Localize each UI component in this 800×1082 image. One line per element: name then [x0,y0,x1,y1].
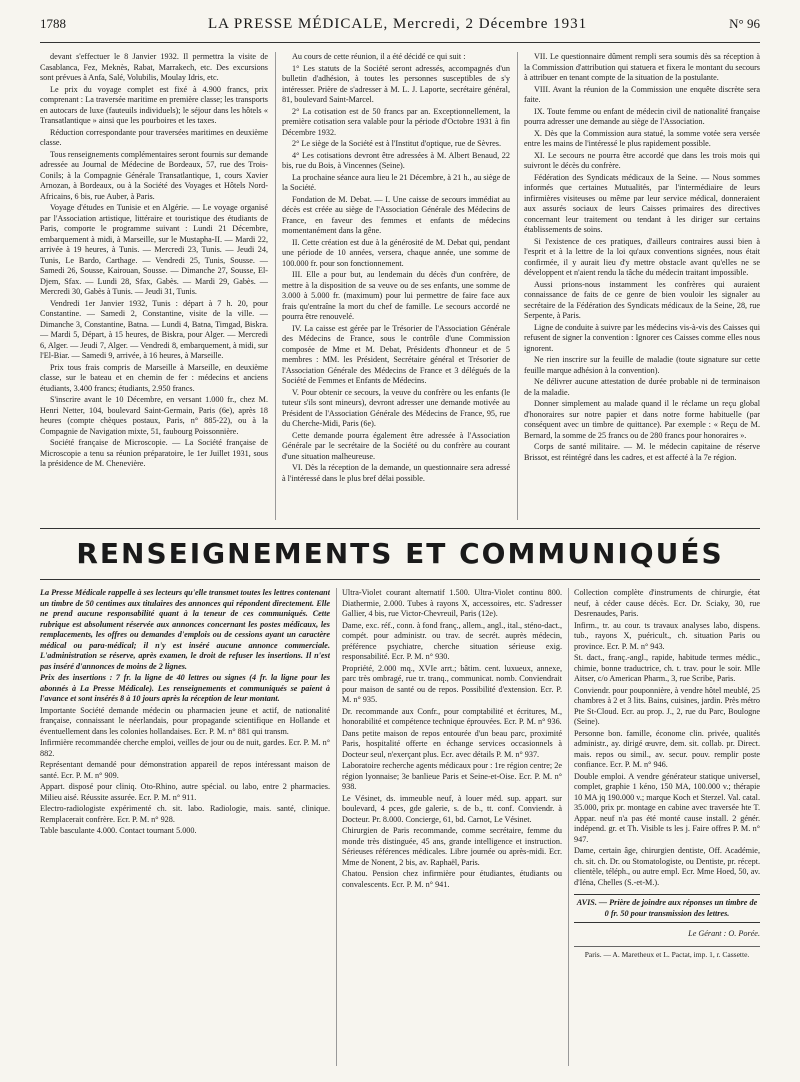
paragraph: Société française de Microscopie. — La Société française de Microscopie a tenu sa réunion préparatoire, le 1er Juillet 1931, sous la présidence de M. Chenevière. [40,438,268,468]
classified-ad: Infirm., tr. au cour. ts travaux analyses labo, dispens. tub., rayons X, puéricult., ch. situation Paris ou province. Ecr. P. M. n° 943. [574,620,760,651]
editorial-notice: La Presse Médicale rappelle à ses lecteurs qu'elle transmet toutes les lettres contenant un timbre de 50 centimes aux titulaires des annonces qui répondent directement. Elle ne prend aucune responsabilité quant à la teneur de ces communiqués. Cette rubrique est absolument réservée aux annonces concernant les postes médicaux, les remplacements, les offres ou demandes d'emplois ou de cessions ayant un caractère médical ou para-médical; il n'y est inséré aucune annonce commerciale. L'administration se réserve, après examen, le droit de refuser les insertions. Il n'est pas inséré d'annonces de moins de 2 lignes. [40,588,330,671]
paragraph: Cette demande pourra également être adressée à l'Association Générale par le secrétaire de la Société ou du confrère au courant d'une situation malheureuse. [282,430,510,461]
page-number: 1788 [40,16,66,31]
classified-ad: Propriété, 2.000 mq., XVIe arrt.; bâtim. cent. luxueux, annexe, parc très ombragé, rue tr. tranq., communicat. nomb. Conviendrait pour maison de santé ou de repos. Possibilité d'extension. Ecr. P. M. n° 935. [342,663,562,704]
paragraph: V. Pour obtenir ce secours, la veuve du confrère ou les enfants (le tuteur s'ils sont mineurs), devront adresser une demande motivée au Président de l'Association Générale des Médecins de France, 95, rue du Cherche-Midi, Paris (6e). [282,387,510,428]
classified-ad: Double emploi. A vendre générateur statique universel, complet, graphie 1 kéno, 150 MA, 100.000 v.; thérapie 10 MA jq 190.000 v.; marque Koch et Sterzel. Val. catal. 35.000, prix pr. montage en cabine avec traversée hte T. Appar. neuf n'a pas été monté cause install. 2 génér. indépend. gr. et Th. Visible ts les j. Faire offres P. M. n° 947. [574,771,760,844]
paragraph: II. Cette création est due à la générosité de M. Debat qui, pendant une période de 10 années, versera, chaque année, une somme de 100.000 fr. pour son fonctionnement. [282,237,510,268]
paragraph: devant s'effectuer le 8 Janvier 1932. Il permettra la visite de Casablanca, Fez, Meknès, Rabat, Marrakech, etc. Des excursions sont prévues à Anfa, Salé, Volubilis, Moulay Idris, etc. [40,52,268,82]
paragraph: Voyage d'études en Tunisie et en Algérie. — Le voyage organisé par l'Association artistique, littéraire et touristique des étudiants de Paris, comporte le programme suivant : Lundi 21 Décembre, embarquement à midi, à Marseille, sur le Mustapha-II. — Mardi 22, arrivée à 19 heures, à Tunis. — Mercredi 23, Tunis. — Jeudi 24, Tunis, Le Bardo, Carthage. — Vendredi 25, Tunis, Sousse. — Samedi 26, Sousse, Kairouan, Sousse. — Dimanche 27, Sousse, El-Djem, Sfax. — Lundi 28, Sfax, Gabès. — Mardi 29, Gabès. — Mercredi 30, Gabès à Tunis. — Jeudi 31, Tunis. [40,203,268,296]
paragraph: Réduction correspondante pour traversées maritimes en deuxième classe. [40,127,268,147]
paragraph: Donner simplement au malade quand il le réclame un reçu global d'honoraires sur notre papier et dans notre forme habituelle (par conséquent avec un timbre de quittance). Par exemple : « Reçu de M. Bernard, la somme de 25 francs ou de 280 francs pour honoraires ». [524,399,760,440]
paragraph: Ne délivrer aucune attestation de durée probable ni de terminaison de la maladie. [524,377,760,397]
upper-column-1 [40,52,268,522]
avis-notice: AVIS. — Prière de joindre aux réponses un timbre de 0 fr. 50 pour transmission des lettres. [574,894,760,923]
paragraph: VII. Le questionnaire dûment rempli sera soumis dès sa réception à la Commission d'attribution qui statuera et fixera le montant du secours à attribuer en tenant compte de la situation de la postulante. [524,52,760,82]
upper-column-2 [282,52,510,522]
classified-ad: Représentant demandé pour démonstration appareil de repos intéressant maison de santé. Ecr. P. M. n° 909. [40,760,330,780]
paragraph: Le prix du voyage complet est fixé à 4.900 francs, prix comprenant : La traversée maritime en première classe; les transports en autocars de luxe (fauteuils individuels); le séjour dans les hôtels « Transatlantique » ainsi que les pourboires et les taxes. [40,84,268,125]
classified-ad: Dame, certain âge, chirurgien dentiste, Off. Académie, ch. sit. ch. Dr. ou Stomatologiste, ou Dentiste, pr. récept. clientèle, téléph., ou autre empl. Ecr. Mme Hoed, 50, av. d'Iéna, Chelles (S.-et-M.). [574,846,760,887]
paragraph: Aussi prions-nous instamment les confrères qui auraient connaissance de faits de ce genre de bien vouloir les signaler au secrétaire de la Fédération des Syndicats médicaux de la Seine, 28, rue Serpente, à Paris. [524,279,760,320]
paragraph: Corps de santé militaire. — M. le médecin capitaine de réserve Brissot, est réintégré dans les cadres, et est affecté à la 7e région. [524,442,760,462]
column-divider [275,52,276,520]
page-header [40,16,760,43]
column-divider [517,52,518,520]
paragraph: 2° La cotisation est de 50 francs par an. Exceptionnellement, la première cotisation sera valable pour la période d'Octobre 1931 à fin Décembre 1932. [282,106,510,137]
classified-ad: Appart. disposé pour cliniq. Oto-Rhino, autre spécial. ou labo, entre 2 pharmacies. Milieu aisé. Réussite assurée. Ecr. P. M. n° 911. [40,782,330,802]
classified-ad: Le Vésinet, ds. immeuble neuf, à louer méd. sup. appart. sur boulevard, 4 pces, gde galerie, s. de b., tt. conf. Conviendr. à Docteur. Pr. 8.000. Concierge, 61, bd. Carnot, Le Vésinet. [342,793,562,824]
paragraph: Prix tous frais compris de Marseille à Marseille, en deuxième classe, sur le bateau et en chemin de fer : médecins et anciens étudiants, 3.400 francs; étudiants, 2.950 francs. [40,362,268,393]
paragraph: Fédération des Syndicats médicaux de la Seine. — Nous sommes informés que certaines Mutualités, par l'intermédiaire de leurs infirmières visiteuses ou même par leur service médical, donneraient aux assurés sociaux de leurs Caisses primaires des directives concernant leur traitement ou tendant à les diriger sur certains établissements de soins. [524,172,760,234]
insertion-prices: Prix des insertions : 7 fr. la ligne de 40 lettres ou signes (4 fr. la ligne pour les abonnés à La Presse Médicale). Les renseignements et communiqués se paient à l'avance et sont insérés 8 à 10 jours après la réception de leur montant. [40,673,330,703]
classified-ad: Laboratoire recherche agents médicaux pour : 1re région centre; 2e région lyonnaise; 3e banlieue Paris et Seine-et-Oise. Ecr. P. M. n° 938. [342,761,562,791]
paragraph: Fondation de M. Debat. — I. Une caisse de secours immédiat au décès est créée au siège de l'Association Générale des Médecins de France, en faveur des femmes et enfants de médecins momentanément dans la gêne. [282,194,510,235]
classified-ad: Conviendr. pour pouponnière, à vendre hôtel meublé, 25 chambres à 2 et 3 lits. Bains, cuisines, jardin. Près métro Pte St-Cloud. Ecr. au prop. J., 2, rue du Parc, Boulogne (Seine). [574,685,760,726]
classified-ad: Dr. recommande aux Confr., pour comptabilité et écritures, M., honorabilité et compétence technique éprouvées. Ecr. P. M. n° 936. [342,706,562,726]
paragraph: S'inscrire avant le 10 Décembre, en versant 1.000 fr., chez M. Henri Netter, 104, boulevard Saint-Germain, Paris (6e), après 18 heures (compte chèques postaux, Paris, n° 885-22), ou à la Compagnie de Navigation mixte, 51, faubourg Poissonnière. [40,395,268,436]
paragraph: Au cours de cette réunion, il a été décidé ce qui suit : [292,52,466,61]
section-banner [40,528,760,580]
paragraph: X. Dès que la Commission aura statué, la somme votée sera versée entre les mains de l'intéressé le plus rapidement possible. [524,128,760,148]
classified-ad: Personne bon. famille, économe clin. privée, qualités administr., ay. dirigé œuvre, dem. sit. collab. pr. Direct. mais. repos ou simil., av. secur. pouv. remplir poste confiance. Ecr. P. M. n° 946. [574,728,760,769]
paragraph: 1° Les statuts de la Société seront adressés, accompagnés d'un bulletin d'adhésion, à toutes les personnes susceptibles de s'y intéresser. Prière de s'adresser à M. L. J. Laporte, secrétaire général, 81, boulevard Saint-Marcel. [282,63,510,104]
lower-column-3 [574,588,760,1068]
classified-ad: Electro-radiologiste expérimenté ch. sit. labo. Radiologie, mais. santé, clinique. Remplacerait confrère. Ecr. P. M. n° 928. [40,804,330,824]
lower-column-1 [40,588,330,1068]
section-heading: RENSEIGNEMENTS ET COMMUNIQUÉS [76,537,724,570]
paragraph: Ne rien inscrire sur la feuille de maladie (toute signature sur cette feuille marque adhésion à la convention). [524,355,760,375]
gerant-signature: Le Gérant : O. Porée. [688,929,760,938]
paragraph: Tous renseignements complémentaires seront fournis sur demande adressée au Journal de Médecine de Bordeaux, 57, rue des Trois-Conils; à la Compagnie Générale Transatlantique, 1, cours Xavier Arnozan, à Bordeaux, ou à la Société des Voyages et Hôtels Nord-Africains, 6 bis, rue Auber, à Paris. [40,149,268,201]
classified-ad: Chirurgien de Paris recommande, comme secrétaire, femme du monde très distinguée, 45 ans, grande intelligence et instruction. Sérieuses références médicales. Libre journée ou après-midi. Ecr. Mme de Nonent, 2 bis, av. Raphaël, Paris. [342,826,562,867]
classified-ad: Infirmière recommandée cherche emploi, veilles de jour ou de nuit, gardes. Ecr. P. M. n° 882. [40,738,330,758]
paragraph: XI. Le secours ne pourra être accordé que dans les trois mois qui suivront le décès du confrère. [524,150,760,170]
classified-ad: St. dact., franç.-angl., rapide, habitude termes médic., chimie, bonne traductrice, ch. t. trav. pour le soir. Mlle Aitser, c/o American Pharm., 3, rue Scribe, Paris. [574,653,760,683]
classified-ad: Chatou. Pension chez infirmière pour étudiantes, étudiants ou convalescents. Ecr. P. M. n° 941. [342,869,562,889]
paragraph: III. Elle a pour but, au lendemain du décès d'un confrère, de mettre à la disposition de sa veuve ou de ses enfants, une somme de 3.000 à 5.000 fr. (maximum) pour lui permettre de faire face aux frais qu'entraîne la mort du chef de famille. Le secours accordé ne pourra être renouvelé. [282,270,510,321]
paragraph: IV. La caisse est gérée par le Trésorier de l'Association Générale des Médecins de France, sous le contrôle d'une Commission composée de Mme et M. Debat, Présidents d'honneur et de 5 membres : MM. les Président, Secrétaire général et Trésorier de l'Association Générale des Médecins de France et 3 délégués de la Société de Femmes et Enfants de Médecins. [282,323,510,385]
printer-imprint: Paris. — A. Maretheux et L. Pactat, imp. 1, r. Cassette. [574,946,760,961]
classified-ad: Ultra-Violet courant alternatif 1.500. Ultra-Violet continu 800. Diathermie, 2.000. Tubes à rayons X, accessoires, etc. S'adresser Gallier, 4 bis, rue Victor-Chevreuil, Paris (12e). [342,588,562,618]
column-divider [336,588,337,1066]
classified-ad: Dans petite maison de repos entourée d'un beau parc, proximité Paris, hospitalité offerte en échange services occasionnels à Docteur seul, n'exerçant plus. Ecr. avec détails P. M. n° 937. [342,728,562,759]
paragraph: 4° Les cotisations devront être adressées à M. Albert Benaud, 22 bis, rue du Bois, à Vincennes (Seine). [282,150,510,170]
lower-column-2 [342,588,562,1068]
paragraph: Ligne de conduite à suivre par les médecins vis-à-vis des Caisses qui refusent de signer la convention : Ignorer ces Caisses comme elles nous ignorent. [524,322,760,353]
paragraph: La prochaine séance aura lieu le 21 Décembre, à 21 h., au siège de la Société. [282,172,510,192]
classified-ad: Importante Société demande médecin ou pharmacien jeune et actif, de nationalité française, connaissant le néerlandais, pour propagande scientifique en Hollande et éventuellement dans les colonies hollandaises. Ecr. P. M. n° 881 qui transm. [40,705,330,736]
journal-title: LA PRESSE MÉDICALE, Mercredi, 2 Décembre 1931 [208,16,588,32]
paragraph: Si l'existence de ces pratiques, d'ailleurs contraires aussi bien à l'esprit et à la lettre de la loi qu'aux conventions signées, nous était confirmée, il y aurait lieu d'y mettre obstacle avant qu'elles ne se développent et n'aient rendu la tâche du médecin traitant impossible. [524,236,760,277]
column-divider [568,588,569,1066]
classified-ad: Table basculante 4.000. Contact tournant 5.000. [40,826,197,835]
paragraph: Vendredi 1er Janvier 1932, Tunis : départ à 7 h. 20, pour Constantine. — Samedi 2, Constantine, visite de la ville. — Dimanche 3, Constantine, Batna. — Lundi 4, Batna, Timgad, Biskra. — Mardi 5, Départ, à 15 heures, de Biskra, pour Alger. — Mercredi 6, Alger. — Jeudi 7, Alger. — Vendredi 8, embarquement, à midi, sur l'El-Biar. — Samedi 9, arrivée, à 16 heures, à Marseille. [40,298,268,360]
upper-column-3 [524,52,760,522]
paragraph: VIII. Avant la réunion de la Commission une enquête discrète sera faite. [524,84,760,104]
classified-ad: Dame, exc. réf., conn. à fond franç., allem., angl., ital., sténo-dact., compét. pour administr. ou trav. de secrét. auprès médecin, préférence psychiatre, cherche situation sérieuse exig. responsabilité. Ecr. P. M. n° 930. [342,620,562,661]
paragraph: VI. Dès la réception de la demande, un questionnaire sera adressé à l'intéressé dans le plus bref délai possible. [282,463,510,483]
issue-number: N° 96 [729,16,760,31]
paragraph: IX. Toute femme ou enfant de médecin civil de nationalité française pourra adresser une demande au siège de l'Association. [524,106,760,126]
classified-ad: Collection complète d'instruments de chirurgie, état neuf, à céder cause décès. Ecr. Dr. Sciaky, 30, rue Desrenaudes, Paris. [574,588,760,618]
paragraph: 2° Le siège de la Société est à l'Institut d'optique, rue de Sèvres. [292,139,502,148]
